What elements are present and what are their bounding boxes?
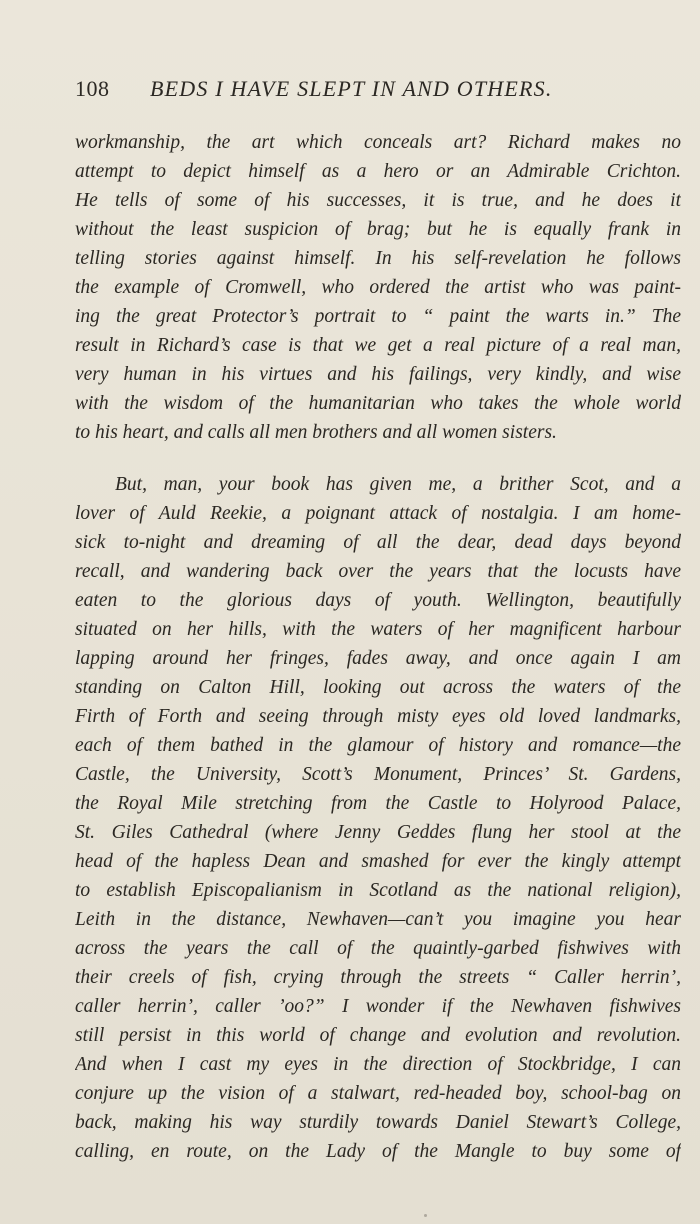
text-line: lover of Auld Reekie, a poignant attack of nostalgia. I am home- — [75, 503, 681, 524]
paragraph — [75, 470, 681, 1166]
text-line: eaten to the glorious days of youth. Wellington, beautifully — [75, 590, 681, 611]
text-line: their creels of fish, crying through the streets “ Caller herrin’, — [75, 967, 681, 988]
text-line: ing the great Protector’s portrait to “ paint the warts in.” The — [75, 306, 681, 327]
text-line: still persist in this world of change and evolution and revolution. — [75, 1025, 681, 1046]
text-line: situated on her hills, with the waters of her magnificent harbour — [75, 619, 681, 640]
text-line: each of them bathed in the glamour of history and romance—the — [75, 735, 681, 756]
text-line: lapping around her fringes, fades away, and once again I am — [75, 648, 681, 669]
text-line: Leith in the distance, Newhaven—can’t you imagine you hear — [75, 909, 681, 930]
body-text — [75, 128, 681, 1166]
text-line: to his heart, and calls all men brothers and all women sisters. — [75, 422, 557, 443]
text-line: recall, and wandering back over the years that the locusts have — [75, 561, 681, 582]
text-line: Firth of Forth and seeing through misty eyes old loved landmarks, — [75, 706, 681, 727]
page-number: 108 — [75, 76, 110, 101]
text-line: attempt to depict himself as a hero or an Admirable Crichton. — [75, 161, 681, 182]
text-line: workmanship, the art which conceals art? Richard makes no — [75, 132, 681, 153]
text-line: very human in his virtues and his failings, very kindly, and wise — [75, 364, 681, 385]
text-line: the example of Cromwell, who ordered the artist who was paint- — [75, 277, 681, 298]
page-header — [75, 76, 615, 106]
text-line: St. Giles Cathedral (where Jenny Geddes flung her stool at the — [75, 822, 681, 843]
text-line: standing on Calton Hill, looking out across the waters of the — [75, 677, 681, 698]
text-line: But, man, your book has given me, a brither Scot, and a — [115, 474, 681, 495]
text-line: He tells of some of his successes, it is true, and he does it — [75, 190, 681, 211]
running-head: BEDS I HAVE SLEPT IN AND OTHERS. — [150, 76, 553, 101]
paragraph-gap — [75, 447, 681, 470]
text-line: back, making his way sturdily towards Daniel Stewart’s College, — [75, 1112, 681, 1133]
text-line: caller herrin’, caller ’oo?” I wonder if the Newhaven fishwives — [75, 996, 681, 1017]
text-line: without the least suspicion of brag; but he is equally frank in — [75, 219, 681, 240]
text-line: head of the hapless Dean and smashed for ever the kingly attempt — [75, 851, 681, 872]
text-line: with the wisdom of the humanitarian who takes the whole world — [75, 393, 681, 414]
text-line: conjure up the vision of a stalwart, red-headed boy, school-bag on — [75, 1083, 681, 1104]
text-line: calling, en route, on the Lady of the Mangle to buy some of — [75, 1141, 681, 1162]
text-line: across the years the call of the quaintly-garbed fishwives with — [75, 938, 681, 959]
text-line: to establish Episcopalianism in Scotland as the national religion), — [75, 880, 681, 901]
text-line: the Royal Mile stretching from the Castle to Holyrood Palace, — [75, 793, 681, 814]
text-line: Castle, the University, Scott’s Monument, Princes’ St. Gardens, — [75, 764, 681, 785]
text-line: result in Richard’s case is that we get a real picture of a real man, — [75, 335, 681, 356]
text-line: telling stories against himself. In his self-revelation he follows — [75, 248, 681, 269]
text-line: And when I cast my eyes in the direction of Stockbridge, I can — [75, 1054, 681, 1075]
paper-speck — [424, 1214, 427, 1217]
paragraph — [75, 128, 681, 447]
text-line: sick to-night and dreaming of all the dear, dead days beyond — [75, 532, 681, 553]
